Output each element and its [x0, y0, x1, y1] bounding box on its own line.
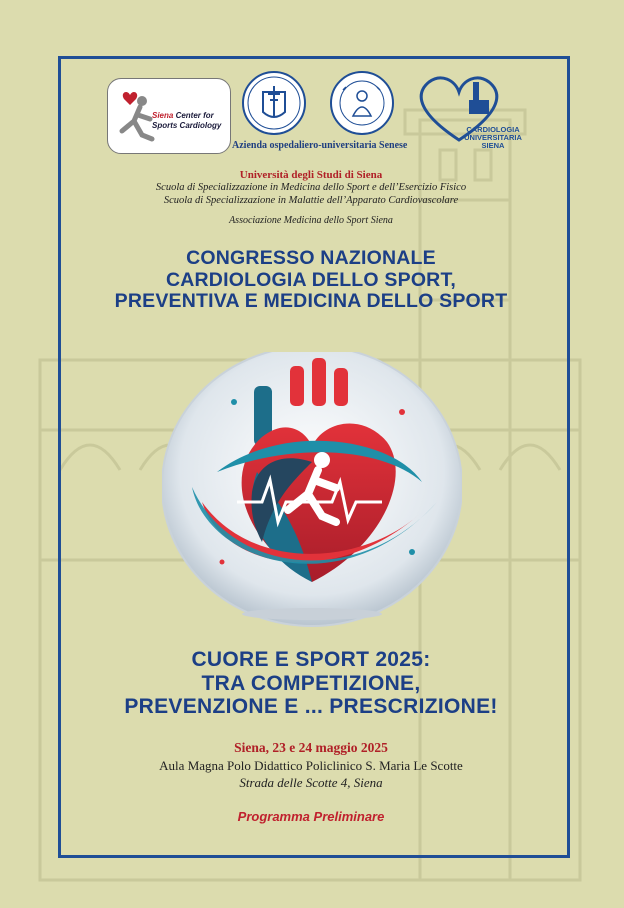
headline-line3: PREVENZIONE E ... PRESCRIZIONE!: [124, 695, 498, 718]
cardiology-line1: CARDIOLOGIA: [466, 125, 520, 134]
event-date: Siena, 23 e 24 maggio 2025: [234, 740, 388, 755]
congress-title: [58, 248, 564, 313]
cardiology-text: [461, 126, 525, 150]
congress-title-line3: PREVENTIVA E MEDICINA DELLO SPORT: [114, 290, 508, 312]
sports-cardiology-text: Sports Cardiology: [152, 121, 222, 130]
congress-title-line1: CONGRESSO NAZIONALE: [186, 247, 436, 269]
cardiology-line2: UNIVERSITARIA: [464, 133, 522, 142]
siena-center-logo: [107, 78, 231, 154]
sport-heart-illustration: [162, 352, 462, 630]
university-seal-logo: [329, 70, 395, 136]
aou-caption: Azienda ospedaliero-universitaria Senese: [232, 140, 408, 151]
headline-line1: CUORE E SPORT 2025:: [191, 648, 431, 671]
congress-title-line2: CARDIOLOGIA DELLO SPORT,: [165, 268, 457, 291]
school-cardiovascular: Scuola di Specializzazione in Malattie dell’Apparato Cardiovascolare: [163, 195, 459, 206]
event-venue: Aula Magna Polo Didattico Policlinico S. Maria Le Scotte: [159, 758, 463, 773]
association-name: Associazione Medicina dello Sport Siena: [229, 215, 393, 226]
siena-word: Siena: [152, 111, 174, 120]
headline-line2: TRA COMPETIZIONE,: [201, 671, 421, 695]
center-for-text: Center for: [173, 111, 214, 120]
school-sports-medicine: Scuola di Specializzazione in Medicina dello Sport e dell’Esercizio Fisico: [155, 182, 467, 193]
event-headline: [58, 648, 564, 719]
university-name: Università degli Studi di Siena: [239, 169, 383, 181]
cardiology-line3: SIENA: [481, 141, 505, 150]
aou-seal-logo: [241, 70, 307, 136]
event-address: Strada delle Scotte 4, Siena: [239, 775, 383, 790]
program-label: Programma Preliminare: [237, 809, 385, 824]
